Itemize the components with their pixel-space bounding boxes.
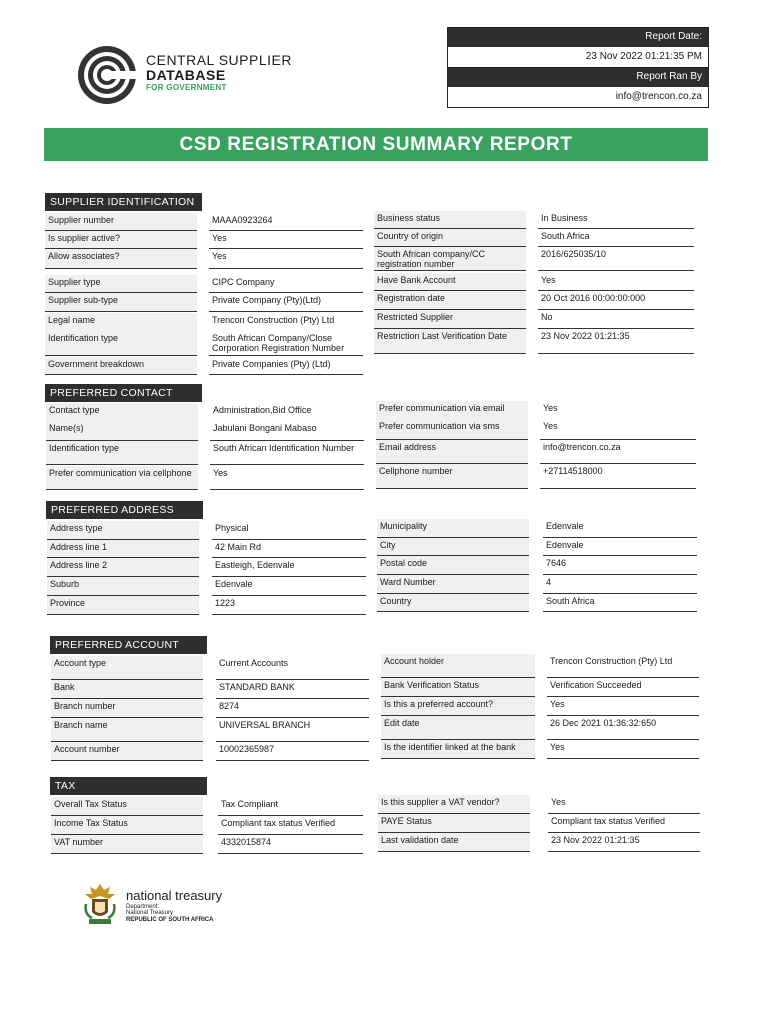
- tax-left-label-0: Overall Tax Status: [51, 797, 203, 816]
- preferred-address-right-value-4: South Africa: [543, 594, 697, 612]
- supplier-identification-right-value-1: South Africa: [538, 229, 694, 247]
- csd-logo-text: [146, 53, 292, 92]
- supplier-identification-right-label-3: Have Bank Account: [374, 273, 526, 291]
- preferred-account-right-label-4: Is the identifier linked at the bank: [381, 740, 535, 759]
- preferred-contact-left-value-3: Yes: [210, 466, 364, 490]
- supplier-identification-right-value-3: Yes: [538, 273, 694, 291]
- preferred-contact-left-label-3: Prefer communication via cellphone: [46, 466, 198, 490]
- preferred-contact-right-label-0: Prefer communication via email: [376, 401, 528, 420]
- preferred-account-left-value-4: 10002365987: [216, 742, 369, 761]
- report-title-banner: CSD REGISTRATION SUMMARY REPORT: [44, 128, 708, 161]
- supplier-identification-right-value-6: 23 Nov 2022 01:21:35: [538, 329, 694, 354]
- preferred-address-left-value-0: Physical: [212, 521, 366, 540]
- supplier-identification-left-value-2: Yes: [209, 249, 363, 269]
- tax-right-value-2: 23 Nov 2022 01:21:35: [548, 833, 700, 852]
- supplier-identification-right-label-0: Business status: [374, 211, 526, 229]
- supplier-identification-right-label-6: Restriction Last Verification Date: [374, 329, 526, 354]
- supplier-identification-right-value-4: 20 Oct 2016 00:00:00:000: [538, 291, 694, 310]
- tax-right-value-1: Compliant tax status Verified: [548, 814, 700, 833]
- footer-department-label: Department:: [126, 904, 160, 910]
- report-date-label: Report Date:: [448, 28, 708, 47]
- report-date-box: [447, 27, 709, 68]
- preferred-contact-left-value-0: Administration,Bid Office: [210, 403, 364, 422]
- preferred-account-right-label-2: Is this a preferred account?: [381, 697, 535, 716]
- tax-right-label-0: Is this supplier a VAT vendor?: [378, 795, 530, 814]
- preferred-contact-left-value-2: South African Identification Number: [210, 441, 364, 465]
- supplier-identification-right-label-2: South African company/CC registration number: [374, 247, 526, 271]
- tax-left-value-0: Tax Compliant: [218, 797, 363, 816]
- tax-right-value-0: Yes: [548, 795, 700, 814]
- tax-left-value-2: 4332015874: [218, 835, 363, 854]
- preferred-address-left-value-2: Eastleigh, Edenvale: [212, 558, 366, 577]
- supplier-identification-right-label-5: Restricted Supplier: [374, 310, 526, 329]
- preferred-contact-left-value-1: Jabulani Bongani Mabaso: [210, 421, 364, 441]
- preferred-contact-right-label-3: Cellphone number: [376, 464, 528, 489]
- preferred-contact-right-label-1: Prefer communication via sms: [376, 419, 528, 440]
- preferred-contact-right-value-0: Yes: [540, 401, 696, 420]
- supplier-identification-right-value-0: In Business: [538, 211, 694, 229]
- coat-of-arms-icon: [82, 882, 118, 926]
- report-ran-by-value: info@trencon.co.za: [448, 87, 708, 107]
- preferred-account-left-label-1: Bank: [51, 680, 203, 699]
- section-header-preferred-account: PREFERRED ACCOUNT: [50, 636, 207, 654]
- section-header-supplier-identification: SUPPLIER IDENTIFICATION: [45, 193, 202, 211]
- tax-left-label-2: VAT number: [51, 835, 203, 854]
- preferred-account-left-label-4: Account number: [51, 742, 203, 761]
- supplier-identification-left-label-3: Supplier type: [45, 275, 197, 293]
- preferred-contact-right-value-1: Yes: [540, 419, 696, 440]
- preferred-account-right-value-4: Yes: [547, 740, 699, 759]
- preferred-contact-right-value-3: +27114518000: [540, 464, 696, 489]
- supplier-identification-left-label-6: Identification type: [45, 331, 197, 356]
- preferred-contact-right-value-2: info@trencon.co.za: [540, 440, 696, 464]
- preferred-address-left-value-1: 42 Main Rd: [212, 540, 366, 558]
- supplier-identification-left-value-7: Private Companies (Pty) (Ltd): [209, 357, 363, 375]
- national-treasury-logo-text: [126, 889, 222, 923]
- supplier-identification-right-label-4: Registration date: [374, 291, 526, 310]
- supplier-identification-left-value-4: Private Company (Pty)(Ltd): [209, 293, 363, 312]
- preferred-address-left-label-3: Suburb: [47, 577, 199, 596]
- preferred-account-right-value-3: 26 Dec 2021 01:36:32:650: [547, 716, 699, 740]
- preferred-account-left-value-3: UNIVERSAL BRANCH: [216, 718, 369, 742]
- supplier-identification-right-value-5: No: [538, 310, 694, 329]
- preferred-address-left-label-0: Address type: [47, 521, 199, 540]
- supplier-identification-left-label-2: Allow associates?: [45, 249, 197, 269]
- preferred-address-right-value-0: Edenvale: [543, 519, 697, 538]
- preferred-account-right-label-0: Account holder: [381, 654, 535, 678]
- report-ran-by-label: Report Ran By: [448, 68, 708, 87]
- preferred-contact-left-label-2: Identification type: [46, 441, 198, 465]
- preferred-account-right-label-3: Edit date: [381, 716, 535, 740]
- preferred-account-right-value-0: Trencon Construction (Pty) Ltd: [547, 654, 699, 678]
- supplier-identification-left-label-0: Supplier number: [45, 213, 197, 231]
- preferred-account-left-value-1: STANDARD BANK: [216, 680, 369, 699]
- preferred-account-left-value-2: 8274: [216, 699, 369, 718]
- preferred-account-left-label-3: Branch name: [51, 718, 203, 742]
- preferred-account-right-value-1: Verification Succeeded: [547, 678, 699, 697]
- report-ran-by-box: [447, 67, 709, 108]
- report-date-value: 23 Nov 2022 01:21:35 PM: [448, 47, 708, 67]
- preferred-address-left-label-2: Address line 2: [47, 558, 199, 577]
- preferred-address-left-value-3: Edenvale: [212, 577, 366, 596]
- logo-line-3: FOR GOVERNMENT: [146, 83, 227, 92]
- preferred-address-right-value-1: Edenvale: [543, 538, 697, 556]
- supplier-identification-left-value-5: Trencon Construction (Pty) Ltd: [209, 313, 363, 332]
- footer-department-name: National Treasury: [126, 910, 174, 916]
- tax-right-label-2: Last validation date: [378, 833, 530, 852]
- logo-line-1: CENTRAL SUPPLIER: [146, 52, 292, 68]
- preferred-address-right-label-3: Ward Number: [377, 575, 529, 594]
- preferred-address-left-label-1: Address line 1: [47, 540, 199, 558]
- supplier-identification-right-label-1: Country of origin: [374, 229, 526, 247]
- preferred-contact-right-label-2: Email address: [376, 440, 528, 464]
- footer-country: REPUBLIC OF SOUTH AFRICA: [126, 917, 214, 923]
- preferred-address-right-label-0: Municipality: [377, 519, 529, 538]
- preferred-account-left-label-0: Account type: [51, 656, 203, 680]
- supplier-identification-left-value-6: South African Company/Close Corporation Registration Number: [209, 331, 363, 356]
- tax-left-value-1: Compliant tax status Verified: [218, 816, 363, 835]
- supplier-identification-left-value-0: MAAA0923264: [209, 213, 363, 231]
- preferred-address-right-value-3: 4: [543, 575, 697, 594]
- supplier-identification-left-value-1: Yes: [209, 231, 363, 249]
- preferred-account-right-value-2: Yes: [547, 697, 699, 716]
- supplier-identification-left-label-5: Legal name: [45, 313, 197, 332]
- preferred-address-right-label-2: Postal code: [377, 556, 529, 575]
- preferred-contact-left-label-0: Contact type: [46, 403, 198, 422]
- tax-left-label-1: Income Tax Status: [51, 816, 203, 835]
- preferred-account-right-label-1: Bank Verification Status: [381, 678, 535, 697]
- supplier-identification-left-label-4: Supplier sub-type: [45, 293, 197, 312]
- preferred-address-right-label-1: City: [377, 538, 529, 556]
- preferred-account-left-label-2: Branch number: [51, 699, 203, 718]
- supplier-identification-right-value-2: 2016/625035/10: [538, 247, 694, 271]
- supplier-identification-left-label-1: Is supplier active?: [45, 231, 197, 249]
- preferred-address-left-value-4: 1223: [212, 596, 366, 615]
- section-header-preferred-address: PREFERRED ADDRESS: [46, 501, 203, 519]
- logo-line-2: DATABASE: [146, 67, 226, 83]
- tax-right-label-1: PAYE Status: [378, 814, 530, 833]
- section-header-tax: TAX: [50, 777, 207, 795]
- supplier-identification-left-label-7: Government breakdown: [45, 357, 197, 375]
- preferred-address-right-label-4: Country: [377, 594, 529, 612]
- supplier-identification-left-value-3: CIPC Company: [209, 275, 363, 293]
- preferred-contact-left-label-1: Name(s): [46, 421, 198, 441]
- preferred-address-left-label-4: Province: [47, 596, 199, 615]
- section-header-preferred-contact: PREFERRED CONTACT: [45, 384, 202, 402]
- csd-logo-icon: [76, 44, 138, 106]
- preferred-address-right-value-2: 7646: [543, 556, 697, 575]
- preferred-account-left-value-0: Current Accounts: [216, 656, 369, 680]
- national-treasury-title: national treasury: [126, 888, 223, 903]
